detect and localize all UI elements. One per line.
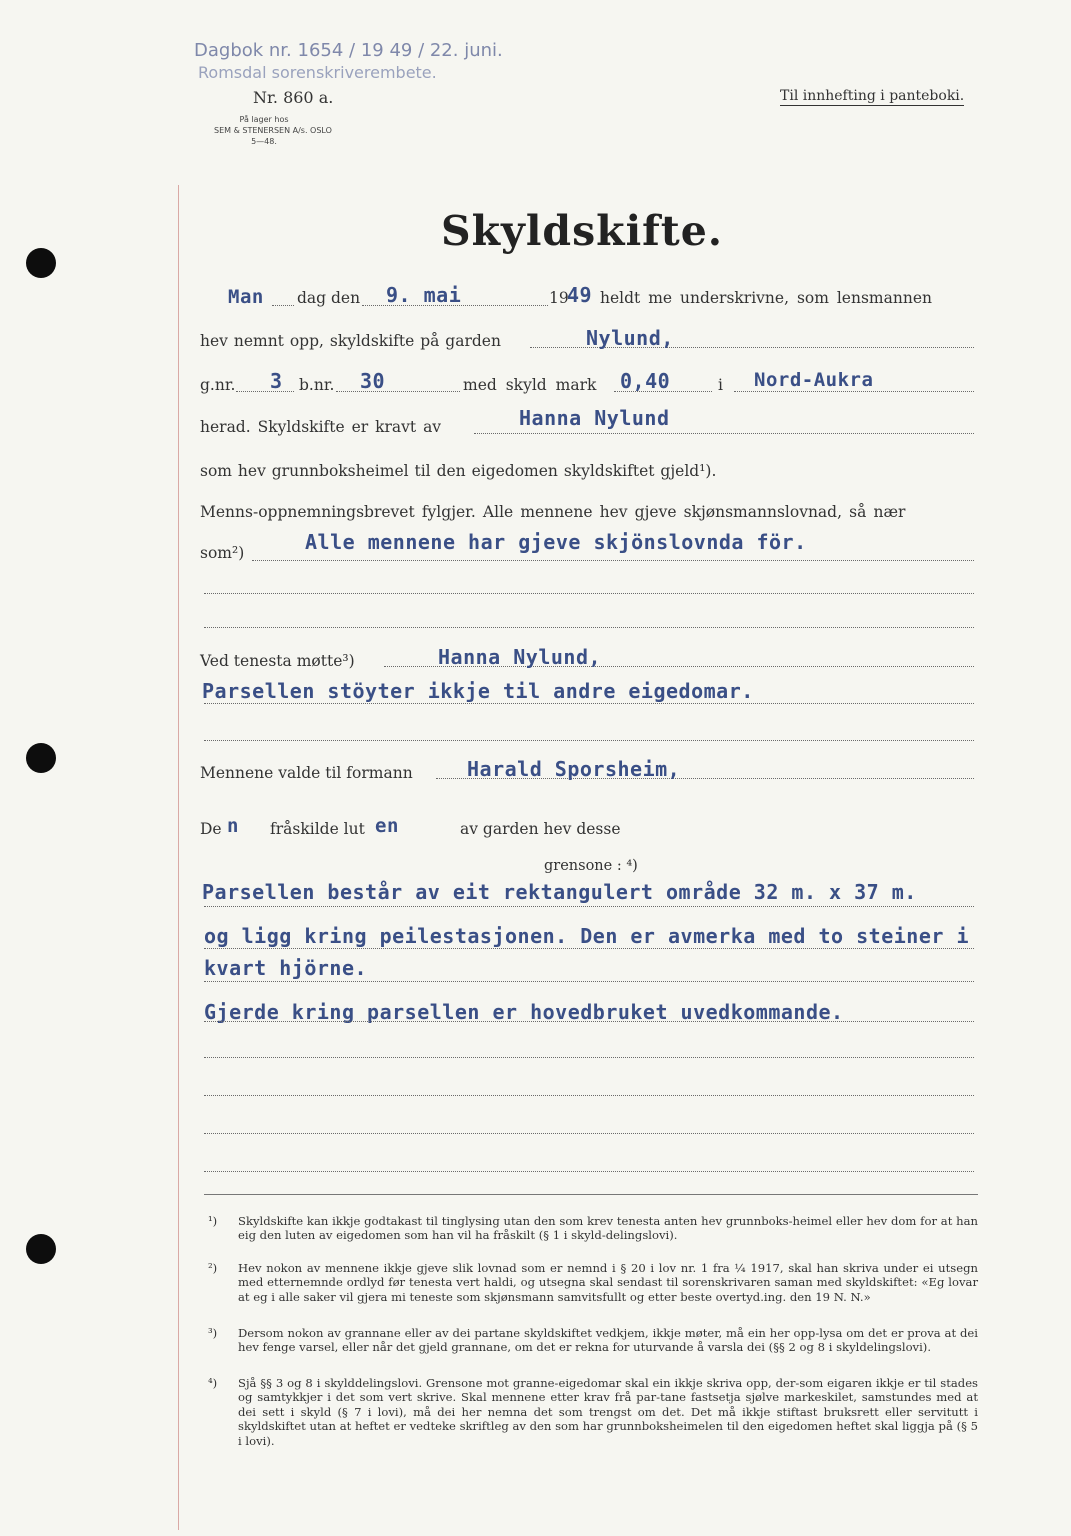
boundary-line-2: og ligg kring peilestasjonen. Den er avmerka med to steiner i xyxy=(204,924,970,948)
footnote-number: ²) xyxy=(208,1261,218,1275)
gender-suffix-handwritten: en xyxy=(375,815,399,837)
printed-text: Menns-oppnemningsbrevet fylgjer. Alle mennene hev gjeve skjønsmannslovnad, så nær xyxy=(200,503,906,521)
oath-statement-handwritten: Alle mennene har gjeve skjönslovnda för. xyxy=(305,530,807,554)
printed-text: fråskilde lut xyxy=(270,820,365,838)
publisher-line3: 5—48. xyxy=(251,137,277,146)
printed-text: Ved tenesta møtte³) xyxy=(200,652,355,670)
bnr-handwritten: 30 xyxy=(360,369,386,393)
printed-text: heldt me underskrivne, som lensmannen xyxy=(600,289,932,307)
adjacency-note-handwritten: Parsellen stöyter ikkje til andre eigedomar. xyxy=(202,679,754,703)
binding-note: Til innhefting i panteboki. xyxy=(780,88,965,104)
footnote-2 xyxy=(208,1261,978,1304)
footnote-text: Dersom nokon av grannane eller av dei partane skyldskiftet vedkjem, ikkje møter, må ein her opp-lysa om det er prova at dei hev fenge varsel, eller når det gjeld grannane, om det er rekna for uturvande å varsla dei (§§ 2 og 8 i skyldelingslovi). xyxy=(238,1326,978,1355)
printed-text: Mennene valde til formann xyxy=(200,764,413,782)
skyld-handwritten: 0,40 xyxy=(620,369,671,393)
publisher-line2: SEM & STENERSEN A/s. OSLO xyxy=(214,126,332,135)
printed-text: g.nr. xyxy=(200,376,236,394)
footnote-text: Sjå §§ 3 og 8 i skylddelingslovi. Grensone mot granne-eigedomar skal ein ikkje skriva opp, der-som eigaren ikkje er til stades og samtykkjer i det som vert skrive. Skal mennene etter krav frå par-tane fastsetja sjølve markeskilet, samstundes med at dei sett i skyld (§ 7 i lovi), må dei her nemna det som trengst om det. Det må ikkje stiftast bruksrett eller servitutt i skyldskiftet utan at heftet er vedteke skriftleg av den som har grunnboksheimelen til den eigedomen heftet skal liggja på (§ 5 i lovi). xyxy=(238,1376,978,1448)
footnote-3 xyxy=(208,1326,978,1355)
footnote-number: ¹) xyxy=(208,1214,218,1228)
footnote-text: Skyldskifte kan ikkje godtakast til tinglysing utan den som krev tenesta anten hev grunnboks-heimel eller hev dom for at han eig den luten av eigedomen som han vil ha fråskilt (§ 1 i skyld-delingslovi). xyxy=(238,1214,978,1243)
footnote-number: ⁴) xyxy=(208,1376,218,1390)
footnote-text: Hev nokon av mennene ikkje gjeve slik lovnad som er nemnd i § 20 i lov nr. 1 fra ¼ 1917, skal han skriva under ei utsegn med etternemnde ordlyd før tenesta vert haldi, og utsegna skal sendast til sorenskrivaren saman med skyldskiftet: «Eg lovar at eg i alle saker vil gjera mi teneste som skjønsmann samvitsfullt og etter beste overtyd.ing. den 19 N. N.» xyxy=(238,1261,978,1304)
printed-text: 19 xyxy=(549,289,569,307)
printed-text: b.nr. xyxy=(299,376,335,394)
publisher-imprint xyxy=(214,114,332,147)
page-title: Skyldskifte. xyxy=(441,207,724,255)
punch-hole xyxy=(26,248,56,278)
requester-handwritten: Hanna Nylund xyxy=(519,406,670,430)
margin-rule xyxy=(178,185,179,1530)
printed-text: De xyxy=(200,820,222,838)
punch-hole xyxy=(26,743,56,773)
printed-text: grensone : ⁴) xyxy=(544,858,638,874)
weekday-handwritten: Man xyxy=(228,286,264,308)
footnote-separator xyxy=(204,1194,978,1195)
attendee-handwritten: Hanna Nylund, xyxy=(438,645,602,669)
farm-name-handwritten: Nylund, xyxy=(586,326,674,350)
date-handwritten: 9. mai xyxy=(386,283,462,307)
boundary-line-4: Gjerde kring parsellen er hovedbruket uvedkommande. xyxy=(204,1000,844,1024)
year-handwritten: 49 xyxy=(567,283,593,307)
registry-stamp-line2: Romsdal sorenskriverembete. xyxy=(198,63,437,82)
printed-text: av garden hev desse xyxy=(460,820,621,838)
form-number: Nr. 860 a. xyxy=(253,88,334,107)
footnote-4 xyxy=(208,1376,978,1448)
printed-text: som²) xyxy=(200,544,245,562)
printed-text: dag den xyxy=(297,289,361,307)
footnote-number: ³) xyxy=(208,1326,218,1340)
footnote-1 xyxy=(208,1214,978,1243)
printed-text: som hev grunnboksheimel til den eigedomen skyldskiftet gjeld¹). xyxy=(200,462,717,480)
punch-hole xyxy=(26,1234,56,1264)
municipality-handwritten: Nord-Aukra xyxy=(754,369,874,391)
registry-stamp-line1: Dagbok nr. 1654 / 19 49 / 22. juni. xyxy=(194,40,503,61)
publisher-line1: På lager hos xyxy=(239,115,289,124)
gnr-handwritten: 3 xyxy=(270,369,283,393)
boundary-line-3: kvart hjörne. xyxy=(204,956,368,980)
boundary-line-1: Parsellen består av eit rektangulert område 32 m. x 37 m. xyxy=(202,880,917,904)
printed-text: i xyxy=(718,376,723,394)
printed-text: med skyld mark xyxy=(463,376,597,394)
printed-text: hev nemnt opp, skyldskifte på garden xyxy=(200,332,501,350)
printed-text: herad. Skyldskifte er kravt av xyxy=(200,418,442,436)
chairman-handwritten: Harald Sporsheim, xyxy=(467,757,681,781)
gender-suffix-handwritten: n xyxy=(227,815,239,837)
